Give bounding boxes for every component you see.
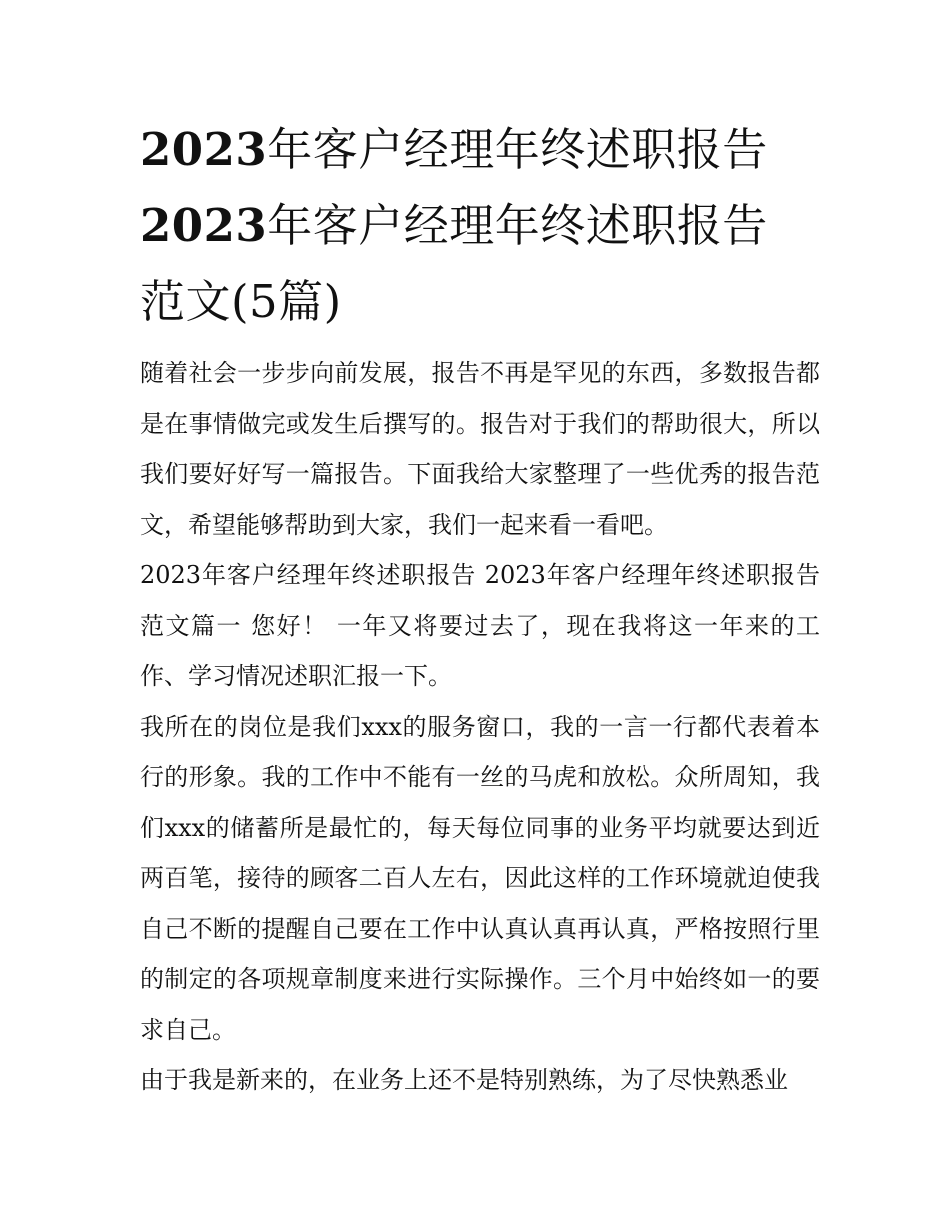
document-title	[140, 112, 820, 340]
document-page	[140, 112, 820, 1106]
title-line-2	[140, 188, 820, 264]
paragraph-learning: 由于我是新来的，在业务上还不是特别熟练，为了尽快熟悉业	[140, 1066, 788, 1094]
paragraph-position: 我所在的岗位是我们xxx的服务窗口，我的一言一行都代表着本行的形象。我的工作中不能有一丝的马虎和放松。众所周知，我们xxx的储蓄所是最忙的，每天每位同事的业务平均就要达到近两百笔，接待的顾客二百人左右，因此这样的工作环境就迫使我自己不断的提醒自己要在工作中认真认真再认真，严格按照行里的制定的各项规章制度来进行实际操作。三个月中始终如一的要求自己。	[140, 712, 820, 1044]
title-line-1	[140, 112, 820, 188]
title-year: 2023	[140, 199, 268, 252]
title-text: 年客户经理年终述职报告	[267, 123, 768, 176]
paragraph-heading: 2023年客户经理年终述职报告 2023年客户经理年终述职报告范文篇一 您好！ 一年又将要过去了，现在我将这一年来的工作、学习情况述职汇报一下。	[140, 561, 820, 690]
title-line-3	[140, 264, 820, 340]
title-text: 范文(5篇)	[140, 275, 342, 328]
title-text: 年客户经理年终述职报告	[267, 199, 768, 252]
paragraph-intro: 随着社会一步步向前发展，报告不再是罕见的东西，多数报告都是在事情做完或发生后撰写的。报告对于我们的帮助很大，所以我们要好好写一篇报告。下面我给大家整理了一些优秀的报告范文，希望能够帮助到大家，我们一起来看一看吧。	[140, 359, 820, 539]
document-body	[140, 348, 820, 1106]
title-year: 2023	[140, 123, 268, 176]
